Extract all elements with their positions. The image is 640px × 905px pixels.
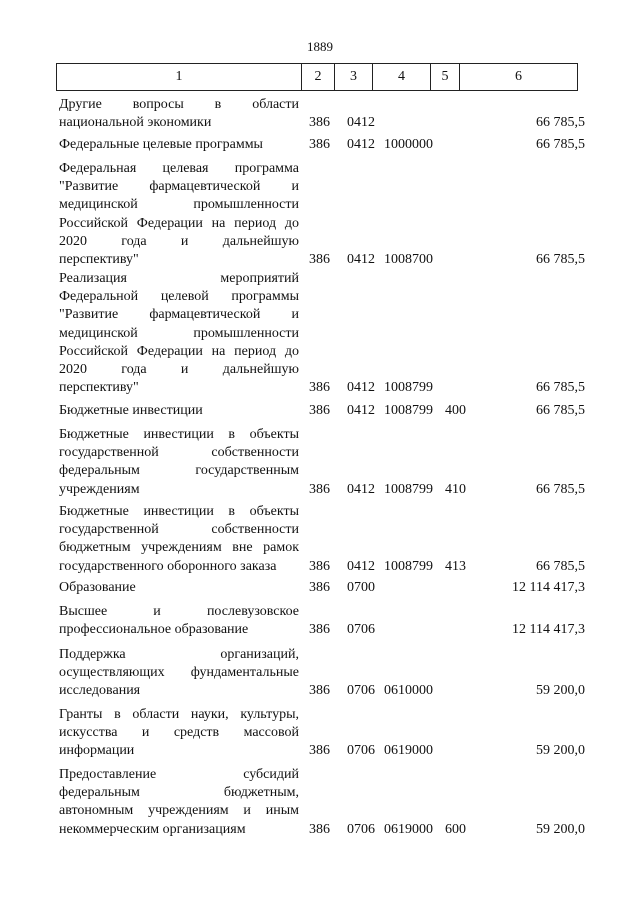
row-name-line: перспективу" bbox=[59, 252, 139, 268]
row-name-line: Федеральная целевая программа bbox=[59, 161, 299, 176]
row-name-line: национальной экономики bbox=[59, 115, 212, 131]
row-name-line: "Развитие фармацевтической и bbox=[59, 179, 299, 195]
row-name-line: Бюджетные инвестиции в объекты bbox=[59, 504, 299, 519]
row-cell-c6: 66 785,5 bbox=[536, 481, 585, 497]
row-name bbox=[59, 402, 299, 420]
row-cell-c3: 0412 bbox=[347, 252, 375, 267]
row-cell-c2: 386 bbox=[309, 580, 330, 595]
row-name-line: перспективу" bbox=[59, 380, 139, 396]
row-name-line: Бюджетные инвестиции bbox=[59, 403, 203, 418]
column-header-3: 3 bbox=[335, 64, 373, 91]
row-cell-c3: 0412 bbox=[347, 558, 375, 574]
row-name-line: профессиональное образование bbox=[59, 622, 249, 638]
row-cell-c6: 12 114 417,3 bbox=[512, 580, 585, 595]
row-name bbox=[59, 426, 299, 499]
row-cell-c6: 59 200,0 bbox=[536, 821, 585, 837]
row-cell-c3: 0706 bbox=[347, 622, 375, 638]
row-cell-c4: 1008799 bbox=[384, 558, 433, 574]
row-name-line: Федеральные целевые программы bbox=[59, 137, 263, 152]
row-name-line: информации bbox=[59, 743, 135, 759]
row-name-line: автономным учреждениям и иным bbox=[59, 803, 299, 819]
row-name-line: Федеральной целевой программы bbox=[59, 289, 299, 305]
row-cell-c3: 0412 bbox=[347, 481, 375, 497]
column-header-6: 6 bbox=[460, 64, 578, 91]
row-cell-c4: 0619000 bbox=[384, 821, 433, 837]
row-cell-c6: 12 114 417,3 bbox=[512, 622, 585, 638]
row-cell-c2: 386 bbox=[309, 252, 330, 267]
column-header-1: 1 bbox=[57, 64, 302, 91]
row-cell-c2: 386 bbox=[309, 137, 330, 152]
row-cell-c4: 1008799 bbox=[384, 380, 433, 396]
row-name bbox=[59, 646, 299, 701]
row-cell-c4: 1008700 bbox=[384, 252, 433, 267]
column-header-row bbox=[57, 64, 578, 91]
row-cell-c6: 66 785,5 bbox=[536, 115, 585, 131]
row-cell-c2: 386 bbox=[309, 743, 330, 759]
row-cell-c2: 386 bbox=[309, 622, 330, 638]
row-name bbox=[59, 579, 299, 597]
row-name bbox=[59, 766, 299, 839]
row-name bbox=[59, 136, 299, 154]
row-name-line: Поддержка организаций, bbox=[59, 647, 299, 662]
row-cell-c2: 386 bbox=[309, 481, 330, 497]
row-cell-c2: 386 bbox=[309, 821, 330, 837]
column-header-table bbox=[56, 63, 578, 91]
row-name bbox=[59, 96, 299, 132]
row-name-line: государственной собственности bbox=[59, 445, 299, 461]
row-name-line: Российской Федерации на период до bbox=[59, 215, 299, 231]
row-name-line: учреждениям bbox=[59, 481, 140, 497]
column-header-2: 2 bbox=[302, 64, 335, 91]
row-cell-c3: 0412 bbox=[347, 380, 375, 396]
row-name-line: бюджетным учреждениям вне рамок bbox=[59, 540, 299, 556]
row-cell-c6: 66 785,5 bbox=[536, 252, 585, 267]
row-cell-c6: 59 200,0 bbox=[536, 683, 585, 699]
row-cell-c5: 400 bbox=[445, 403, 466, 418]
row-name bbox=[59, 160, 299, 269]
row-name-line: Другие вопросы в области bbox=[59, 97, 299, 112]
row-cell-c4: 1000000 bbox=[384, 137, 433, 152]
row-name-line: 2020 года и дальнейшую bbox=[59, 233, 299, 249]
row-cell-c6: 59 200,0 bbox=[536, 743, 585, 759]
row-cell-c3: 0412 bbox=[347, 137, 375, 152]
row-cell-c3: 0706 bbox=[347, 743, 375, 759]
row-cell-c4: 1008799 bbox=[384, 403, 433, 418]
row-name bbox=[59, 603, 299, 639]
row-name-line: государственного оборонного заказа bbox=[59, 558, 277, 574]
row-cell-c2: 386 bbox=[309, 403, 330, 418]
row-name-line: медицинской промышленности bbox=[59, 197, 299, 213]
row-cell-c3: 0412 bbox=[347, 115, 375, 131]
row-cell-c2: 386 bbox=[309, 558, 330, 574]
row-name-line: 2020 года и дальнейшую bbox=[59, 362, 299, 378]
column-header-5: 5 bbox=[431, 64, 460, 91]
row-cell-c6: 66 785,5 bbox=[536, 380, 585, 396]
row-cell-c5: 600 bbox=[445, 821, 466, 837]
row-cell-c5: 413 bbox=[445, 558, 466, 574]
page-number: 1889 bbox=[307, 39, 333, 54]
column-header-4: 4 bbox=[373, 64, 431, 91]
row-name-line: осуществляющих фундаментальные bbox=[59, 665, 299, 681]
row-name-line: федеральным государственным bbox=[59, 463, 299, 479]
row-cell-c2: 386 bbox=[309, 115, 330, 131]
row-name bbox=[59, 706, 299, 761]
row-cell-c6: 66 785,5 bbox=[536, 403, 585, 418]
row-name-line: медицинской промышленности bbox=[59, 325, 299, 341]
row-name-line: Предоставление субсидий bbox=[59, 767, 299, 782]
row-name-line: Гранты в области науки, культуры, bbox=[59, 707, 299, 722]
row-cell-c6: 66 785,5 bbox=[536, 137, 585, 152]
row-name-line: Бюджетные инвестиции в объекты bbox=[59, 427, 299, 442]
row-cell-c6: 66 785,5 bbox=[536, 558, 585, 574]
row-name-line: Образование bbox=[59, 580, 136, 595]
row-cell-c3: 0412 bbox=[347, 403, 375, 418]
row-name-line: Российской Федерации на период до bbox=[59, 343, 299, 359]
row-name-line: "Развитие фармацевтической и bbox=[59, 307, 299, 323]
row-name-line: государственной собственности bbox=[59, 522, 299, 538]
row-cell-c4: 1008799 bbox=[384, 481, 433, 497]
row-cell-c2: 386 bbox=[309, 380, 330, 396]
row-name-line: федеральным бюджетным, bbox=[59, 785, 299, 801]
row-cell-c3: 0706 bbox=[347, 821, 375, 837]
row-name-line: искусства и средств массовой bbox=[59, 725, 299, 741]
row-name bbox=[59, 503, 299, 576]
row-name-line: некоммерческим организациям bbox=[59, 821, 246, 837]
row-cell-c3: 0700 bbox=[347, 580, 375, 595]
row-cell-c4: 0610000 bbox=[384, 683, 433, 699]
row-cell-c5: 410 bbox=[445, 481, 466, 497]
row-name-line: исследования bbox=[59, 683, 141, 699]
row-cell-c3: 0706 bbox=[347, 683, 375, 699]
row-name-line: Высшее и послевузовское bbox=[59, 604, 299, 619]
row-cell-c2: 386 bbox=[309, 683, 330, 699]
row-name-line: Реализация мероприятий bbox=[59, 271, 299, 286]
row-cell-c4: 0619000 bbox=[384, 743, 433, 759]
row-name bbox=[59, 270, 299, 397]
